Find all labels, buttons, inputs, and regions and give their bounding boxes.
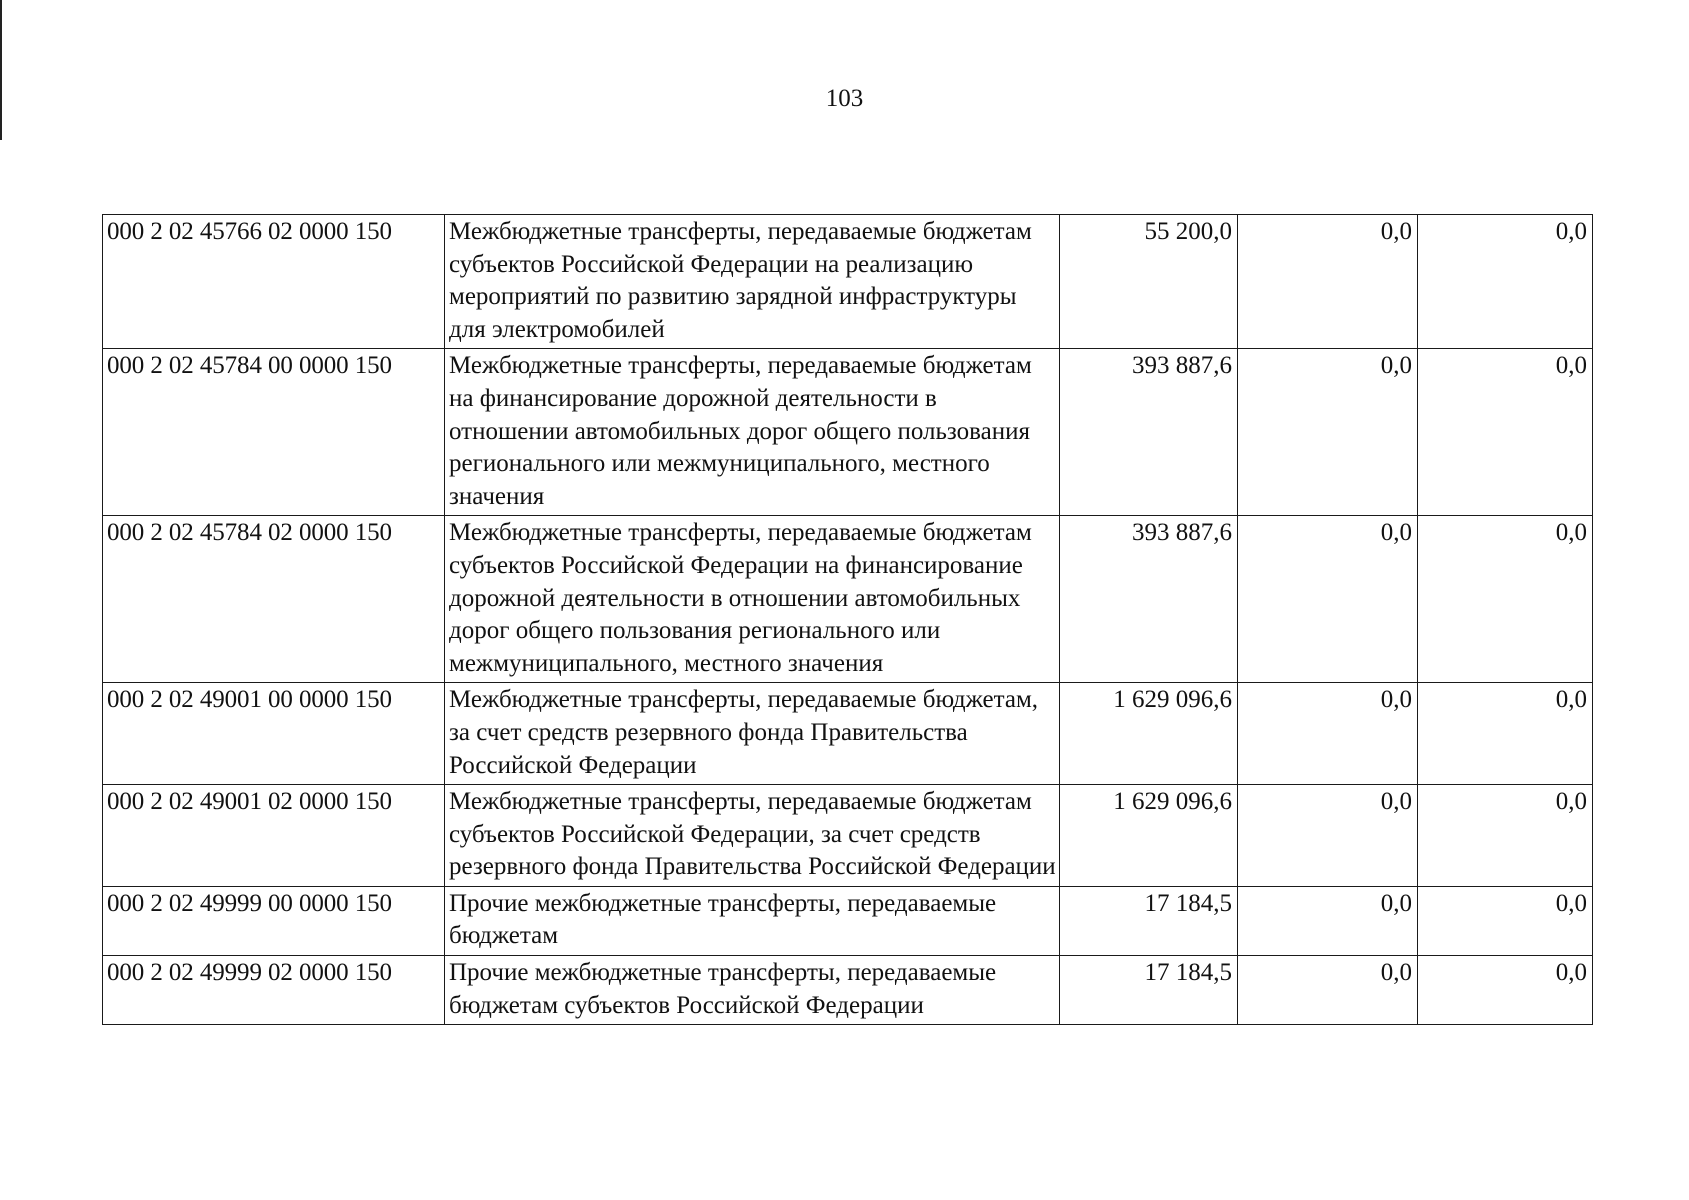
amount-cell-1: 17 184,5 bbox=[1060, 886, 1238, 955]
table-row bbox=[103, 956, 1593, 1025]
budget-code-cell: 000 2 02 45784 00 0000 150 bbox=[103, 349, 445, 516]
description-cell: Межбюджетные трансферты, передаваемые бюджетам субъектов Российской Федерации, за счет средств резервного фонда Правительства Российской Федерации bbox=[445, 785, 1060, 887]
table-row bbox=[103, 785, 1593, 887]
amount-cell-1: 1 629 096,6 bbox=[1060, 683, 1238, 785]
table-row bbox=[103, 516, 1593, 683]
amount-cell-2: 0,0 bbox=[1238, 886, 1418, 955]
amount-cell-3: 0,0 bbox=[1418, 785, 1593, 887]
budget-code-cell: 000 2 02 49001 02 0000 150 bbox=[103, 785, 445, 887]
description-cell: Межбюджетные трансферты, передаваемые бюджетам субъектов Российской Федерации на реализацию мероприятий по развитию зарядной инфраструктуры для электромобилей bbox=[445, 215, 1060, 349]
amount-cell-1: 393 887,6 bbox=[1060, 349, 1238, 516]
description-cell: Прочие межбюджетные трансферты, передаваемые бюджетам bbox=[445, 886, 1060, 955]
budget-code-cell: 000 2 02 45784 02 0000 150 bbox=[103, 516, 445, 683]
amount-cell-2: 0,0 bbox=[1238, 215, 1418, 349]
amount-cell-2: 0,0 bbox=[1238, 956, 1418, 1025]
amount-cell-3: 0,0 bbox=[1418, 886, 1593, 955]
amount-cell-3: 0,0 bbox=[1418, 683, 1593, 785]
amount-cell-2: 0,0 bbox=[1238, 516, 1418, 683]
table-row bbox=[103, 349, 1593, 516]
page-number: 103 bbox=[825, 85, 864, 112]
table-row bbox=[103, 683, 1593, 785]
description-cell: Межбюджетные трансферты, передаваемые бюджетам, за счет средств резервного фонда Правительства Российской Федерации bbox=[445, 683, 1060, 785]
table-row bbox=[103, 886, 1593, 955]
table-row bbox=[103, 215, 1593, 349]
budget-code-cell: 000 2 02 49999 02 0000 150 bbox=[103, 956, 445, 1025]
amount-cell-3: 0,0 bbox=[1418, 956, 1593, 1025]
amount-cell-1: 17 184,5 bbox=[1060, 956, 1238, 1025]
description-cell: Прочие межбюджетные трансферты, передаваемые бюджетам субъектов Российской Федерации bbox=[445, 956, 1060, 1025]
amount-cell-3: 0,0 bbox=[1418, 215, 1593, 349]
description-cell: Межбюджетные трансферты, передаваемые бюджетам субъектов Российской Федерации на финансирование дорожной деятельности в отношении автомобильных дорог общего пользования регионального или межмуниципального, местного значения bbox=[445, 516, 1060, 683]
description-cell: Межбюджетные трансферты, передаваемые бюджетам на финансирование дорожной деятельности в отношении автомобильных дорог общего пользования регионального или межмуниципального, местного значения bbox=[445, 349, 1060, 516]
amount-cell-1: 393 887,6 bbox=[1060, 516, 1238, 683]
amount-cell-2: 0,0 bbox=[1238, 683, 1418, 785]
scan-edge-line bbox=[0, 0, 2, 140]
amount-cell-3: 0,0 bbox=[1418, 516, 1593, 683]
budget-code-cell: 000 2 02 49001 00 0000 150 bbox=[103, 683, 445, 785]
amount-cell-2: 0,0 bbox=[1238, 785, 1418, 887]
amount-cell-2: 0,0 bbox=[1238, 349, 1418, 516]
amount-cell-3: 0,0 bbox=[1418, 349, 1593, 516]
budget-code-cell: 000 2 02 45766 02 0000 150 bbox=[103, 215, 445, 349]
amount-cell-1: 55 200,0 bbox=[1060, 215, 1238, 349]
budget-table bbox=[102, 214, 1593, 1025]
budget-code-cell: 000 2 02 49999 00 0000 150 bbox=[103, 886, 445, 955]
amount-cell-1: 1 629 096,6 bbox=[1060, 785, 1238, 887]
